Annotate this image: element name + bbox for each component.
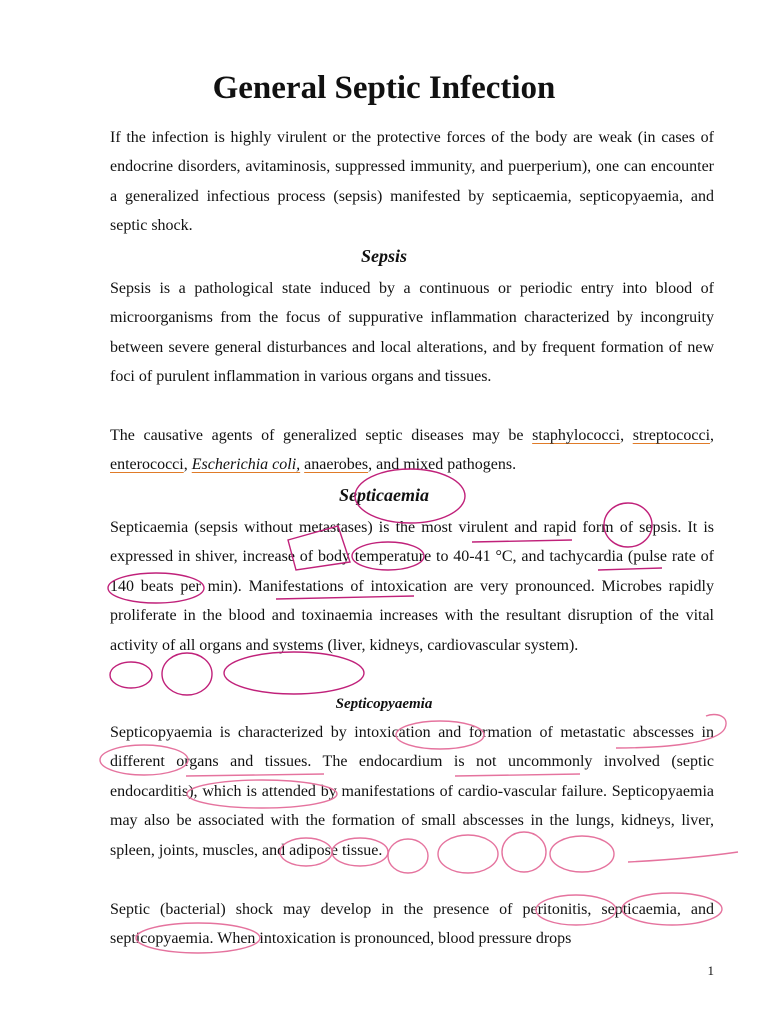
page-title: General Septic Infection (212, 70, 556, 106)
septicaemia-paragraph: Septicaemia (sepsis without metastases) is the most virulent and rapid form of sepsis. It is expressed in shiver, increase of body temperature to 40-41 °C, and tachycardia (pulse rate of 140 beats per min). Manifestations of intoxication are very pronounced. Microbes rapidly proliferate in the blood and toxinaemia increases with the resultant disruption of the vital activity of all organs and systems (liver, kidneys, cardiovascular system). (110, 519, 714, 654)
separator: , (183, 456, 192, 474)
septicopyaemia-paragraph: Septicopyaemia is characterized by intoxication and formation of metastatic abscesses in different organs and tissues. The endocardium is not uncommonly involved (septic endocarditis), which is attended by manifestations of cardio-vascular failure. Septicopyaemia may also be associated with the formation of small abscesses in the lungs, kidneys, liver, spleen, joints, muscles, and adipose tissue. (110, 724, 714, 859)
causative-agents-end: , and mixed pathogens. (368, 456, 517, 474)
intro-paragraph: If the infection is highly virulent or the protective forces of the body are weak (in cases of endocrine disorders, avitaminosis, suppressed immunity, and puerperium), one can encounter a generalized infectious process (sepsis) manifested by septicaemia, septicopyaemia, and septic shock. (110, 129, 714, 235)
heading-septicopyaemia: Septicopyaemia (335, 696, 433, 712)
staphylococci-term: staphylococci (532, 427, 621, 444)
sepsis-paragraph: Sepsis is a pathological state induced by a continuous or periodic entry into blood of microorganisms from the focus of suppurative inflammation characterized by incongruity between severe general disturbances and local alterations, and by frequent formation of new foci of purulent inflammation in various organs and tissues. (110, 280, 714, 386)
causative-agents-paragraph (110, 421, 714, 480)
separator: , (620, 427, 633, 444)
septic-shock-paragraph: Septic (bacterial) shock may develop in the presence of peritonitis, septicaemia, and septicopyaemia. When intoxication is pronounced, blood pressure drops (110, 901, 714, 948)
enterococci-term: enterococci (110, 456, 184, 474)
escherichia-coli-term: Escherichia coli, (191, 456, 301, 474)
heading-septicaemia: Septicaemia (339, 485, 429, 505)
streptococci-term: streptococci (632, 427, 711, 444)
causative-agents-text: The causative agents of generalized septic diseases may be (110, 427, 533, 444)
heading-sepsis: Sepsis (360, 246, 407, 266)
page-number: 1 (707, 963, 714, 978)
separator: , (710, 427, 715, 444)
anaerobes-term: anaerobes (304, 456, 369, 474)
circle-liver (110, 662, 152, 688)
